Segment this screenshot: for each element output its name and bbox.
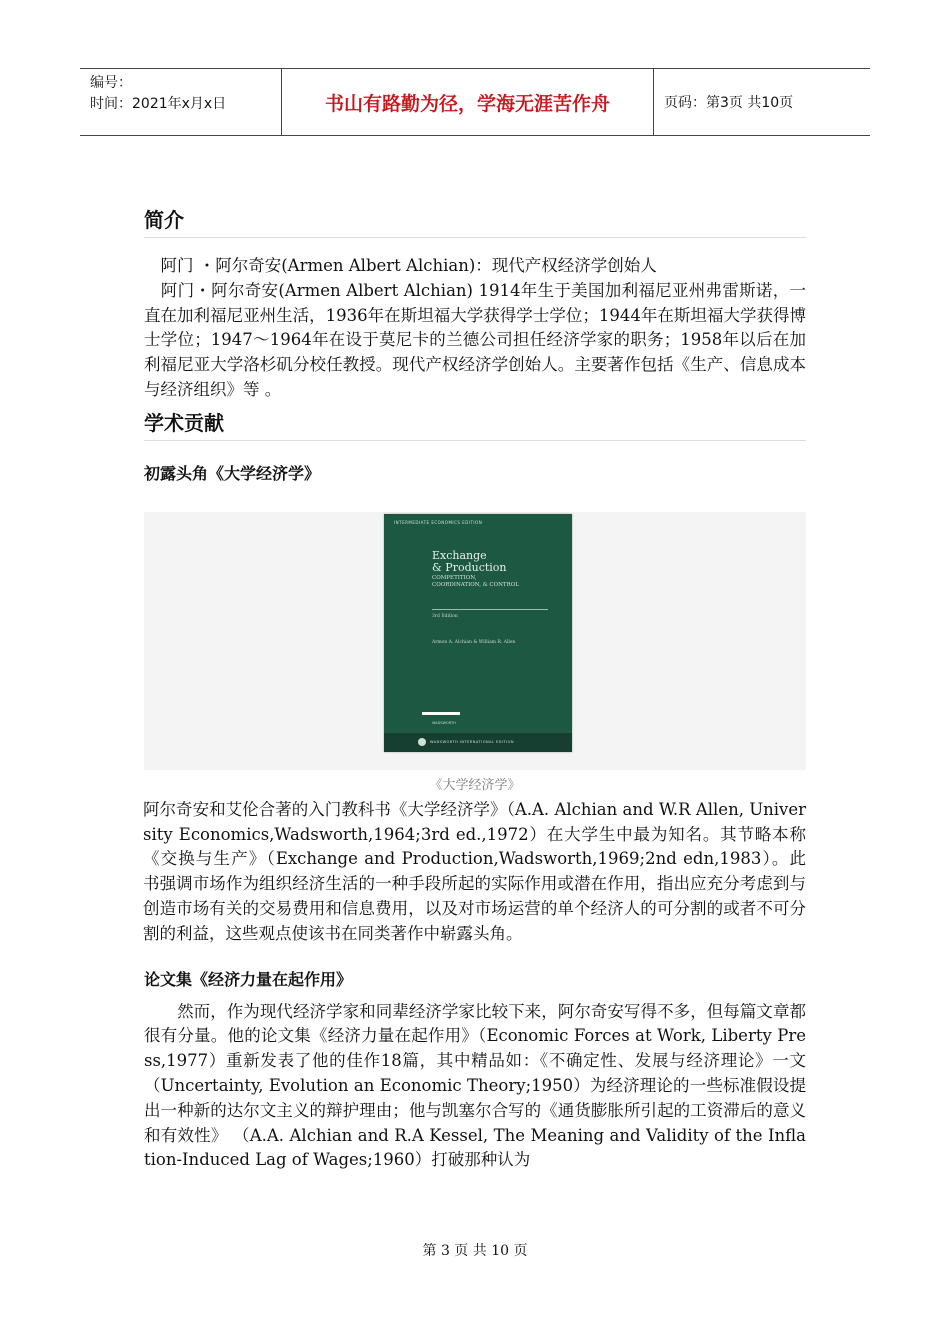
book-title-line1: Exchange (432, 548, 487, 562)
number-label: 编号： (90, 75, 132, 91)
publisher-logo-icon (418, 738, 426, 746)
subsection-title-essays: 论文集《经济力量在起作用》 (144, 969, 353, 989)
header-motto: 书山有路勤为径，学海无涯苦作舟 (282, 69, 654, 135)
book-footer-band (384, 733, 572, 752)
book-subtitle (432, 575, 519, 589)
book-title-line2: & Production (432, 560, 507, 574)
header-table (80, 68, 870, 136)
header-page-label: 页码：第3页 共10页 (664, 95, 794, 111)
book-cover-image (384, 514, 572, 752)
essays-paragraph: 然而，作为现代经济学家和同辈经济学家比较下来，阿尔奇安写得不多，但每篇文章都很有分量。他的论文集《经济力量在起作用》（Economic Forces at Work, Liberty Press,1977）重新发表了他的佳作18篇，其中精品如：《不确定性、发展与经济理论》一文（Uncertainty, Evolution an Economic Theory;1950）为经济理论的一些标准假设提出一种新的达尔文主义的辩护理由；他与凯塞尔合写的《通货膨胀所引起的工资滞后的意义和有效性》 （A.A. Alchian and R.A Kessel, The Meaning and Validity of the Inflation-Induced Lag of Wages;1960）打破那种认为 (144, 1001, 806, 1170)
book-edition: 3rd Edition (432, 613, 458, 619)
book-rule (432, 609, 548, 610)
intro-paragraph-1: 阿门 ・阿尔奇安(Armen Albert Alchian)：现代产权经济学创始人 (144, 256, 657, 275)
book-subtitle-line1: COMPETITION, (432, 574, 477, 581)
intro-paragraph-2: 阿门・阿尔奇安(Armen Albert Alchian) 1914年生于美国加利福尼亚州弗雷斯诺，一直在加利福尼亚州生活，1936年在斯坦福大学获得学士学位；1944年在斯坦福大学获得博士学位；1947～1964年在设于莫尼卡的兰德公司担任经济学家的职务；1958年以后在加利福尼亚大学洛杉矶分校任教授。现代产权经济学创始人。主要著作包括《生产、信息成本与经济组织》等 。 (144, 280, 806, 399)
time-label: 时间：2021年x月x日 (90, 96, 227, 112)
header-left-cell (80, 69, 282, 135)
book-figure (144, 512, 806, 770)
main-content (144, 200, 806, 1173)
section-title-intro: 简介 (144, 200, 806, 238)
textbook-paragraph: 阿尔奇安和艾伦合著的入门教科书《大学经济学》（A.A. Alchian and W.R Allen, University Economics,Wadsworth,1964;3rd ed.,1972）在大学生中最为知名。其节略本称《交换与生产》（Exchange and Production,Wadsworth,1969;2nd edn,1983）。此书强调市场作为组织经济生活的一种手段所起的实际作用或潜在作用，指出应充分考虑到与创造市场有关的交易费用和信息费用，以及对市场运营的单个经济人的可分割的或者不可分割的利益，这些观点使该书在同类著作中崭露头角。 (143, 799, 806, 943)
book-subtitle-line2: COORDINATION, & CONTROL (432, 581, 519, 588)
book-white-bar (422, 712, 460, 715)
book-authors: Armen A. Alchian & William R. Allen (432, 639, 516, 645)
figure-caption: 《大学经济学》 (429, 777, 521, 793)
book-top-line: INTERMEDIATE ECONOMICS EDITION (394, 519, 483, 525)
section-title-contrib: 学术贡献 (144, 403, 806, 441)
book-publisher: WADSWORTH (432, 720, 456, 725)
book-footer-text: WADSWORTH INTERNATIONAL EDITION (430, 739, 515, 744)
subsection-title-textbook: 初露头角《大学经济学》 (144, 463, 321, 483)
book-title (432, 550, 507, 574)
page-footer: 第 3 页 共 10 页 (422, 1243, 528, 1259)
